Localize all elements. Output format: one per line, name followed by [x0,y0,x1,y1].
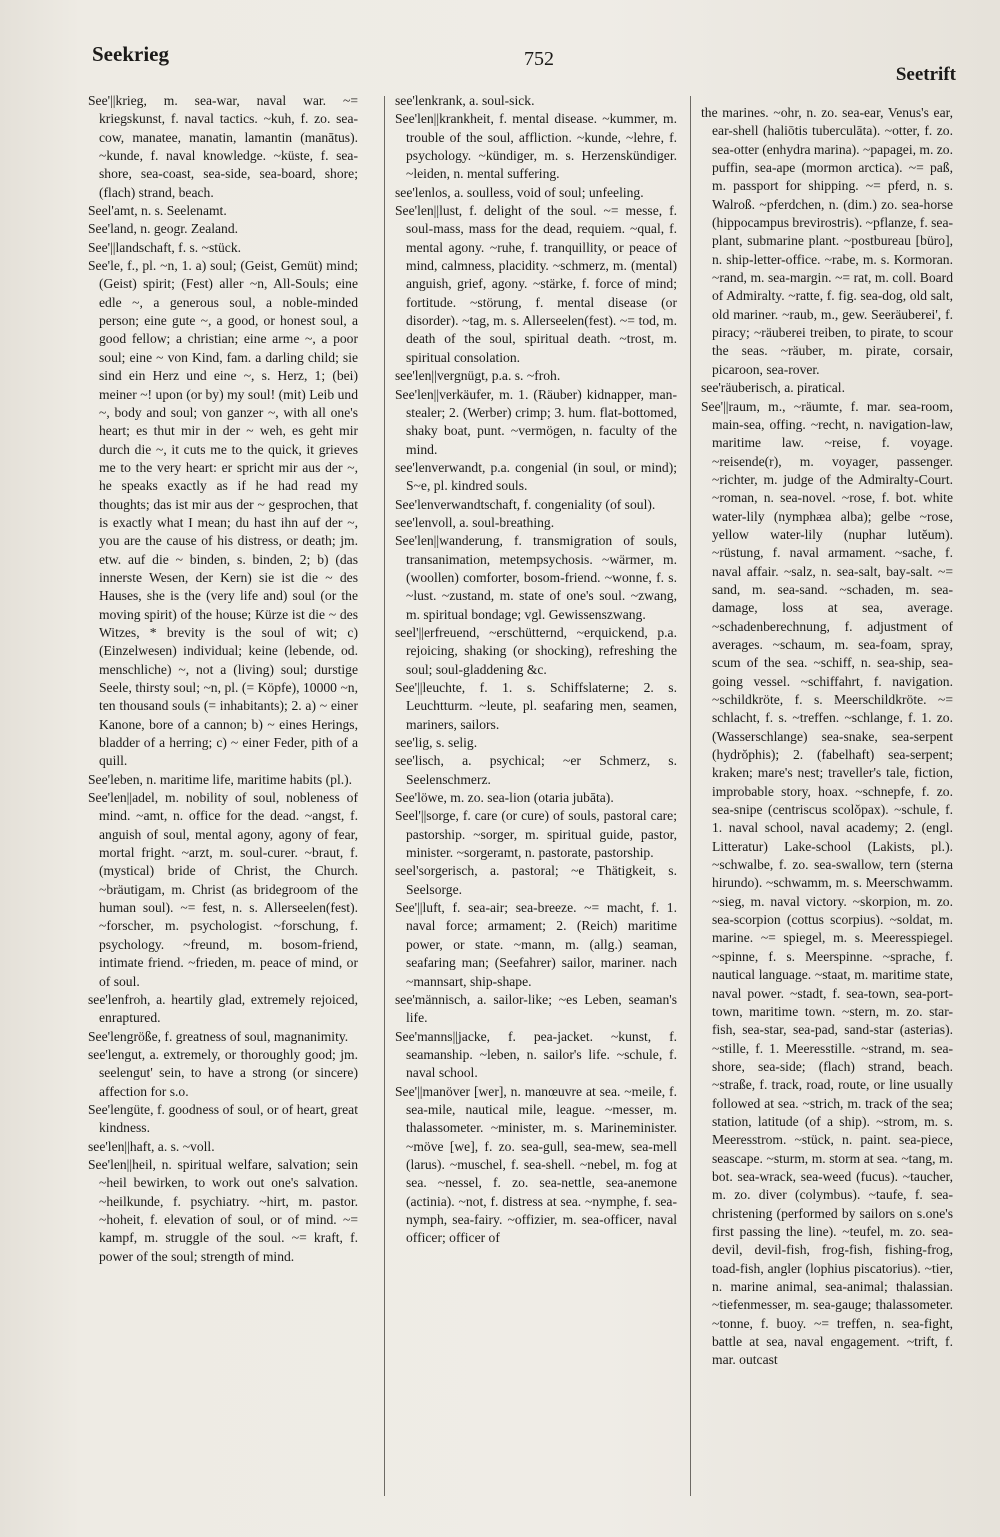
column-1 [88,92,358,1512]
dictionary-entry: seel'||erfreuend, ~erschütternd, ~erquickend, p.a. rejoicing, shaking (or shocking), refreshing the soul; soul-gladdening &c. [395,624,677,677]
dictionary-entry: See'||leuchte, f. 1. s. Schiffslaterne; 2. s. Leuchtturm. ~leute, pl. seafaring men, seamen, mariners, sailors. [395,680,677,732]
dictionary-entry: See'löwe, m. zo. sea-lion (otaria jubāta). [395,790,614,806]
dictionary-entry: see'lenvoll, a. soul-breathing. [395,514,555,530]
dictionary-entry: See'lengüte, f. goodness of soul, or of heart, great kindness. [88,1101,358,1136]
dictionary-entry: See'len||heil, n. spiritual welfare, salvation; sein ~heil bewirken, to work out one's salvation. ~heilkunde, f. psychiatry. ~hirt, m. pastor. ~hoheit, f. elevation of soul, or of mind. ~= kampf, m. struggle of the soul. ~= kraft, f. power of the soul; strength of mind. [88,1156,358,1264]
dictionary-entry: see'lenkrank, a. soul-sick. [395,93,535,108]
dictionary-entry: Seel'amt, n. s. Seelenamt. [88,203,227,219]
dictionary-entry: see'lenverwandt, p.a. congenial (in soul, or mind); S~e, pl. kindred souls. [395,459,677,494]
dictionary-entry: see'männisch, a. sailor-like; ~es Leben, seaman's life. [395,991,677,1026]
dictionary-entry: See'||raum, m., ~räumte, f. mar. sea-room, main-sea, offing. ~recht, n. navigation-law, maritime law. ~reise, f. voyage. ~reisende(r), m. voyager, passenger. ~richter, m. judge of the Admiralty-Court. ~roman, n. sea-novel. ~rose, f. bot. white water-lily (nymphæa alba); gelbe ~rose, yellow water-lily (nuphar lutĕum). ~rüstung, f. naval armament. ~sache, f. naval affair. ~salz, n. sea-salt, bay-salt. ~= sand, m. sea-sand. ~schaden, m. sea-damage, loss at sea, average. ~schadenberechnung, f. adjustment of averages. ~schaum, m. sea-foam, spray, scum of the sea. ~schiff, n. sea-ship, sea-going vessel. ~schiffahrt, f. navigation. ~schildkröte, f. s. Meerschildkröte. ~= schlacht, f. s. ~treffen. ~schlange, f. 1. zo. (Wasserschlange) sea-snake, sea-serpent (hydrŏphis); 2. (fabelhaft) sea-serpent; kraken; mare's nest; traveller's tale, fiction, improbable story, hoax. ~schnepfe, f. zo. sea-snipe (centriscus scolŏpax). ~schule, f. 1. naval school, naval academy; 2. (engl. Litteratur) Lake-school (Lakists, pl.). ~schwalbe, f. zo. sea-swallow, tern (sterna hirundo). ~schwamm, m. s. Meerschwamm. ~sieg, m. naval victory. ~skorpion, m. zo. sea-scorpion (cottus scorpius). ~soldat, m. marine. ~= spiegel, m. s. Meeresspiegel. ~spinne, f. s. Meerspinne. ~sprache, f. nautical language. ~staat, m. maritime state, naval power. ~stadt, f. sea-town, sea-port-town, maritime town. ~stern, m. zo. star-fish, sea-star, sea-pad, sand-star (asterias). ~stille, f. 1. Meeresstille. ~strand, m. sea-shore, sea-side; (flach) strand, beach. ~straße, f. track, road, route, or line usually followed at sea. ~strich, m. track of the sea; station, latitude (of a ship). ~strom, m. s. Meeresstrom. ~stück, n. paint. sea-piece, seascape. ~sturm, m. storm at sea. ~tang, m. bot. sea-wrack, sea-weed (fucus). ~taucher, m. zo. diver (colymbus). ~taufe, f. sea-christening (performed by sailors on s.one's first passing the line). ~teufel, m. zo. sea-devil, devil-fish, frog-fish, fishing-frog, toad-fish, angler (lophius piscatorius). ~tier, n. marine animal, sea-animal; thalassian. ~tiefenmesser, m. sea-gauge; thalassometer. ~tonne, f. buoy. ~= treffen, n. sea-fight, battle at sea, naval engagement. ~trift, f. mar. outcast [701,398,953,1368]
dictionary-entry: See'lenverwandtschaft, f. congeniality (of soul). [395,496,656,512]
dictionary-entry: Seel'||sorge, f. care (or cure) of souls, pastoral care; pastorship. ~sorger, m. spiritual guide, pastor, minister. ~sorgeramt, n. pastorate, pastorship. [395,808,677,861]
dictionary-entry: seel'sorgerisch, a. pastoral; ~e Thätigkeit, s. Seelsorge. [395,863,677,897]
dictionary-entry: See'le, f., pl. ~n, 1. a) soul; (Geist, Gemüt) mind; (Geist) spirit; (Fest) aller ~n, All-Souls; eine edle ~, a generous soul, a noble-minded person; eine gute ~, a good, or honest soul, a good fellow; a christian; eine arme ~, a poor soul; eine ~ von Kind, fam. a darling child; sie sind ein Herz und eine ~, s. Herz, 1; (bei) meiner ~! upon (or by) my soul! (mit) Leib und ~, body and soul; von ganzer ~, with all one's heart; es thut mir in der ~ weh, es geht mir durch die ~, it cuts me to the quick, it grieves me to the very heart: er spricht mir aus der ~, he speaks exactly as if he had read my thoughts; das ist mir aus der ~ gesprochen, that is exactly what I mean; du hast ihn auf der ~, you are the cause of his distress, or death; jm. etw. auf die ~ binden, s. binden, 2; b) (das innerste Wesen, der Kern) sie ist die ~ des Hauses, she is the (very life and) soul (or the moving spirit) of the house; Kürze ist die ~ des Witzes, * brevity is the soul of wit; c) (Einzelwesen) individual; keine (lebende, od. menschliche) ~, not a (living) soul; durstige Seele, thirsty soul; ~n, pl. (= Köpfe), 10000 ~n, ten thousand souls (= inhabitants); 2. a) ~ einer Kanone, bore of a cannon; b) ~ eines Herings, bladder of a herring; c) ~ einer Feder, pith of a quill. [88,258,358,769]
dictionary-entry: see'lisch, a. psychical; ~er Schmerz, s. Seelenschmerz. [395,753,677,787]
dictionary-entry: See'||krieg, m. sea-war, naval war. ~= kriegskunst, f. naval tactics. ~kuh, f. zo. sea-cow, manatee, manatin, lamantin (manātus). ~kunde, f. naval knowledge. ~küste, f. sea-shore, sea-coast, sea-side, sea-board, shore; (flach) strand, beach. [88,93,358,200]
dictionary-entry: See'len||verkäufer, m. 1. (Räuber) kidnapper, man-stealer; 2. (Werber) crimp; 3. hum. flat-bottomed, shaky boat, punt. ~vermögen, n. faculty of the mind. [395,386,677,457]
column-divider [384,96,385,1496]
dictionary-entry: See'leben, n. maritime life, maritime habits (pl.). [88,771,353,787]
dictionary-entry: See'||landschaft, f. s. ~stück. [88,239,242,255]
dictionary-entry: See'||manöver [wer], n. manœuvre at sea. ~meile, f. sea-mile, nautical mile, league. ~messer, m. thalassometer. ~minister, m. s. Marineminister. ~möve [we], f. zo. sea-gull, sea-mew, sea-mell (larus). ~muschel, f. sea-shell. ~nebel, m. fog at sea. ~nessel, f. zo. sea-nettle, sea-anemone (actinia). ~not, f. distress at sea. ~nymphe, f. sea-nymph, sea-fairy. ~offizier, m. sea-officer, naval officer; officer of [395,1083,677,1246]
dictionary-entry: See'len||wanderung, f. transmigration of souls, transanimation, metempsychosis. ~wärmer, m. (woollen) comforter, bosom-friend. ~wonne, f. s. ~lust. ~zustand, m. state of one's soul. ~zwang, m. spiritual bondage; vgl. Gewissenszwang. [395,533,677,622]
dictionary-entry: See'len||lust, f. delight of the soul. ~= messe, f. soul-mass, mass for the dead, requiem. ~qual, f. mental agony. ~ruhe, f. tranquillity, or peace of mind, calmness, placidity. ~schmerz, m. (mental) anguish, grief, agony. ~stärke, f. force of mind; fortitude. ~störung, f. mental disease (or disorder). ~tag, m. s. Allerseelen(fest). ~= tod, m. death of the soul, spiritual death. ~trost, m. spiritual consolation. [395,203,677,365]
dictionary-entry: See'||luft, f. sea-air; sea-breeze. ~= macht, f. 1. naval force; armament; 2. (Reich) maritime power, or state. ~mann, m. (allg.) seaman, seafaring man; (Seefahrer) sailor, mariner. nach ~mannsart, ship-shape. [395,900,677,989]
dictionary-entry: see'lig, s. selig. [395,735,478,751]
dictionary-entry: see'len||haft, a. s. ~voll. [88,1138,215,1154]
column-3 [701,104,953,1524]
dictionary-entry: See'len||adel, m. nobility of soul, nobleness of mind. ~amt, n. office for the dead. ~angst, f. anguish of soul, mental agony, agony of fear, mortal fright. ~arzt, m. soul-curer. ~braut, f. (mystical) bride of Christ, the Church. ~bräutigam, m. Christ (as bridegroom of the human soul). ~= fest, n. s. Allerseelen(fest). ~forscher, m. psychologist. ~forschung, f. psychology. ~freund, m. bosom-friend, intimate friend. ~frieden, m. peace of mind, or of soul. [88,790,358,989]
column-divider [690,96,691,1496]
dictionary-entry: See'len||krankheit, f. mental disease. ~kummer, m. trouble of the soul, affliction. ~kunde, ~lehre, f. psychology. ~kündiger, m. s. Herzenskündiger. ~leiden, n. mental suffering. [395,111,677,182]
header-right-catchword: Seetrift [895,64,956,85]
dictionary-entry: see'len||vergnügt, p.a. s. ~froh. [395,368,561,384]
dictionary-entry: see'lenfroh, a. heartily glad, extremely rejoiced, enraptured. [88,991,358,1026]
dictionary-entry: the marines. ~ohr, n. zo. sea-ear, Venus's ear, ear-shell (haliōtis tuberculāta). ~otter, f. zo. sea-otter (enhydra marina). ~papagei, m. zo. puffin, sea-ape (mormon arctica). ~= paß, m. passport for shipping. ~= pferd, n. s. Walroß. ~pferdchen, n. (dim.) zo. sea-horse (hippocampus brevirostris). ~pflanze, f. sea-plant, submarine plant. ~postbureau [büro], n. ship-letter-office. ~rabe, m. s. Kormoran. ~rand, m. sea-margin. ~= rat, m. coll. Board of Admiralty. ~ratte, f. fig. sea-dog, old salt, old mariner. ~raub, m., gew. Seeräuberei', f. piracy; ~räuberei treiben, to pirate, to scour the seas. ~räuber, m. pirate, corsair, picaroon, sea-rover. [701,105,953,377]
dictionary-entry: see'räuberisch, a. piratical. [701,380,845,396]
header-left-catchword: Seekrieg [92,42,169,66]
dictionary-entry: see'lenlos, a. soulless, void of soul; unfeeling. [395,184,644,200]
dictionary-entry: See'land, n. geogr. Zealand. [88,221,239,237]
column-2 [395,92,677,1512]
dictionary-entry: see'lengut, a. extremely, or thoroughly good; jm. seelengut' sein, to have a strong (or sincere) affection for s.o. [88,1046,358,1099]
dictionary-entry: See'lengröße, f. greatness of soul, magnanimity. [88,1028,349,1044]
page-number: 752 [524,48,554,70]
dictionary-entry: See'manns||jacke, f. pea-jacket. ~kunst, f. seamanship. ~leben, n. sailor's life. ~schule, f. naval school. [395,1028,677,1081]
